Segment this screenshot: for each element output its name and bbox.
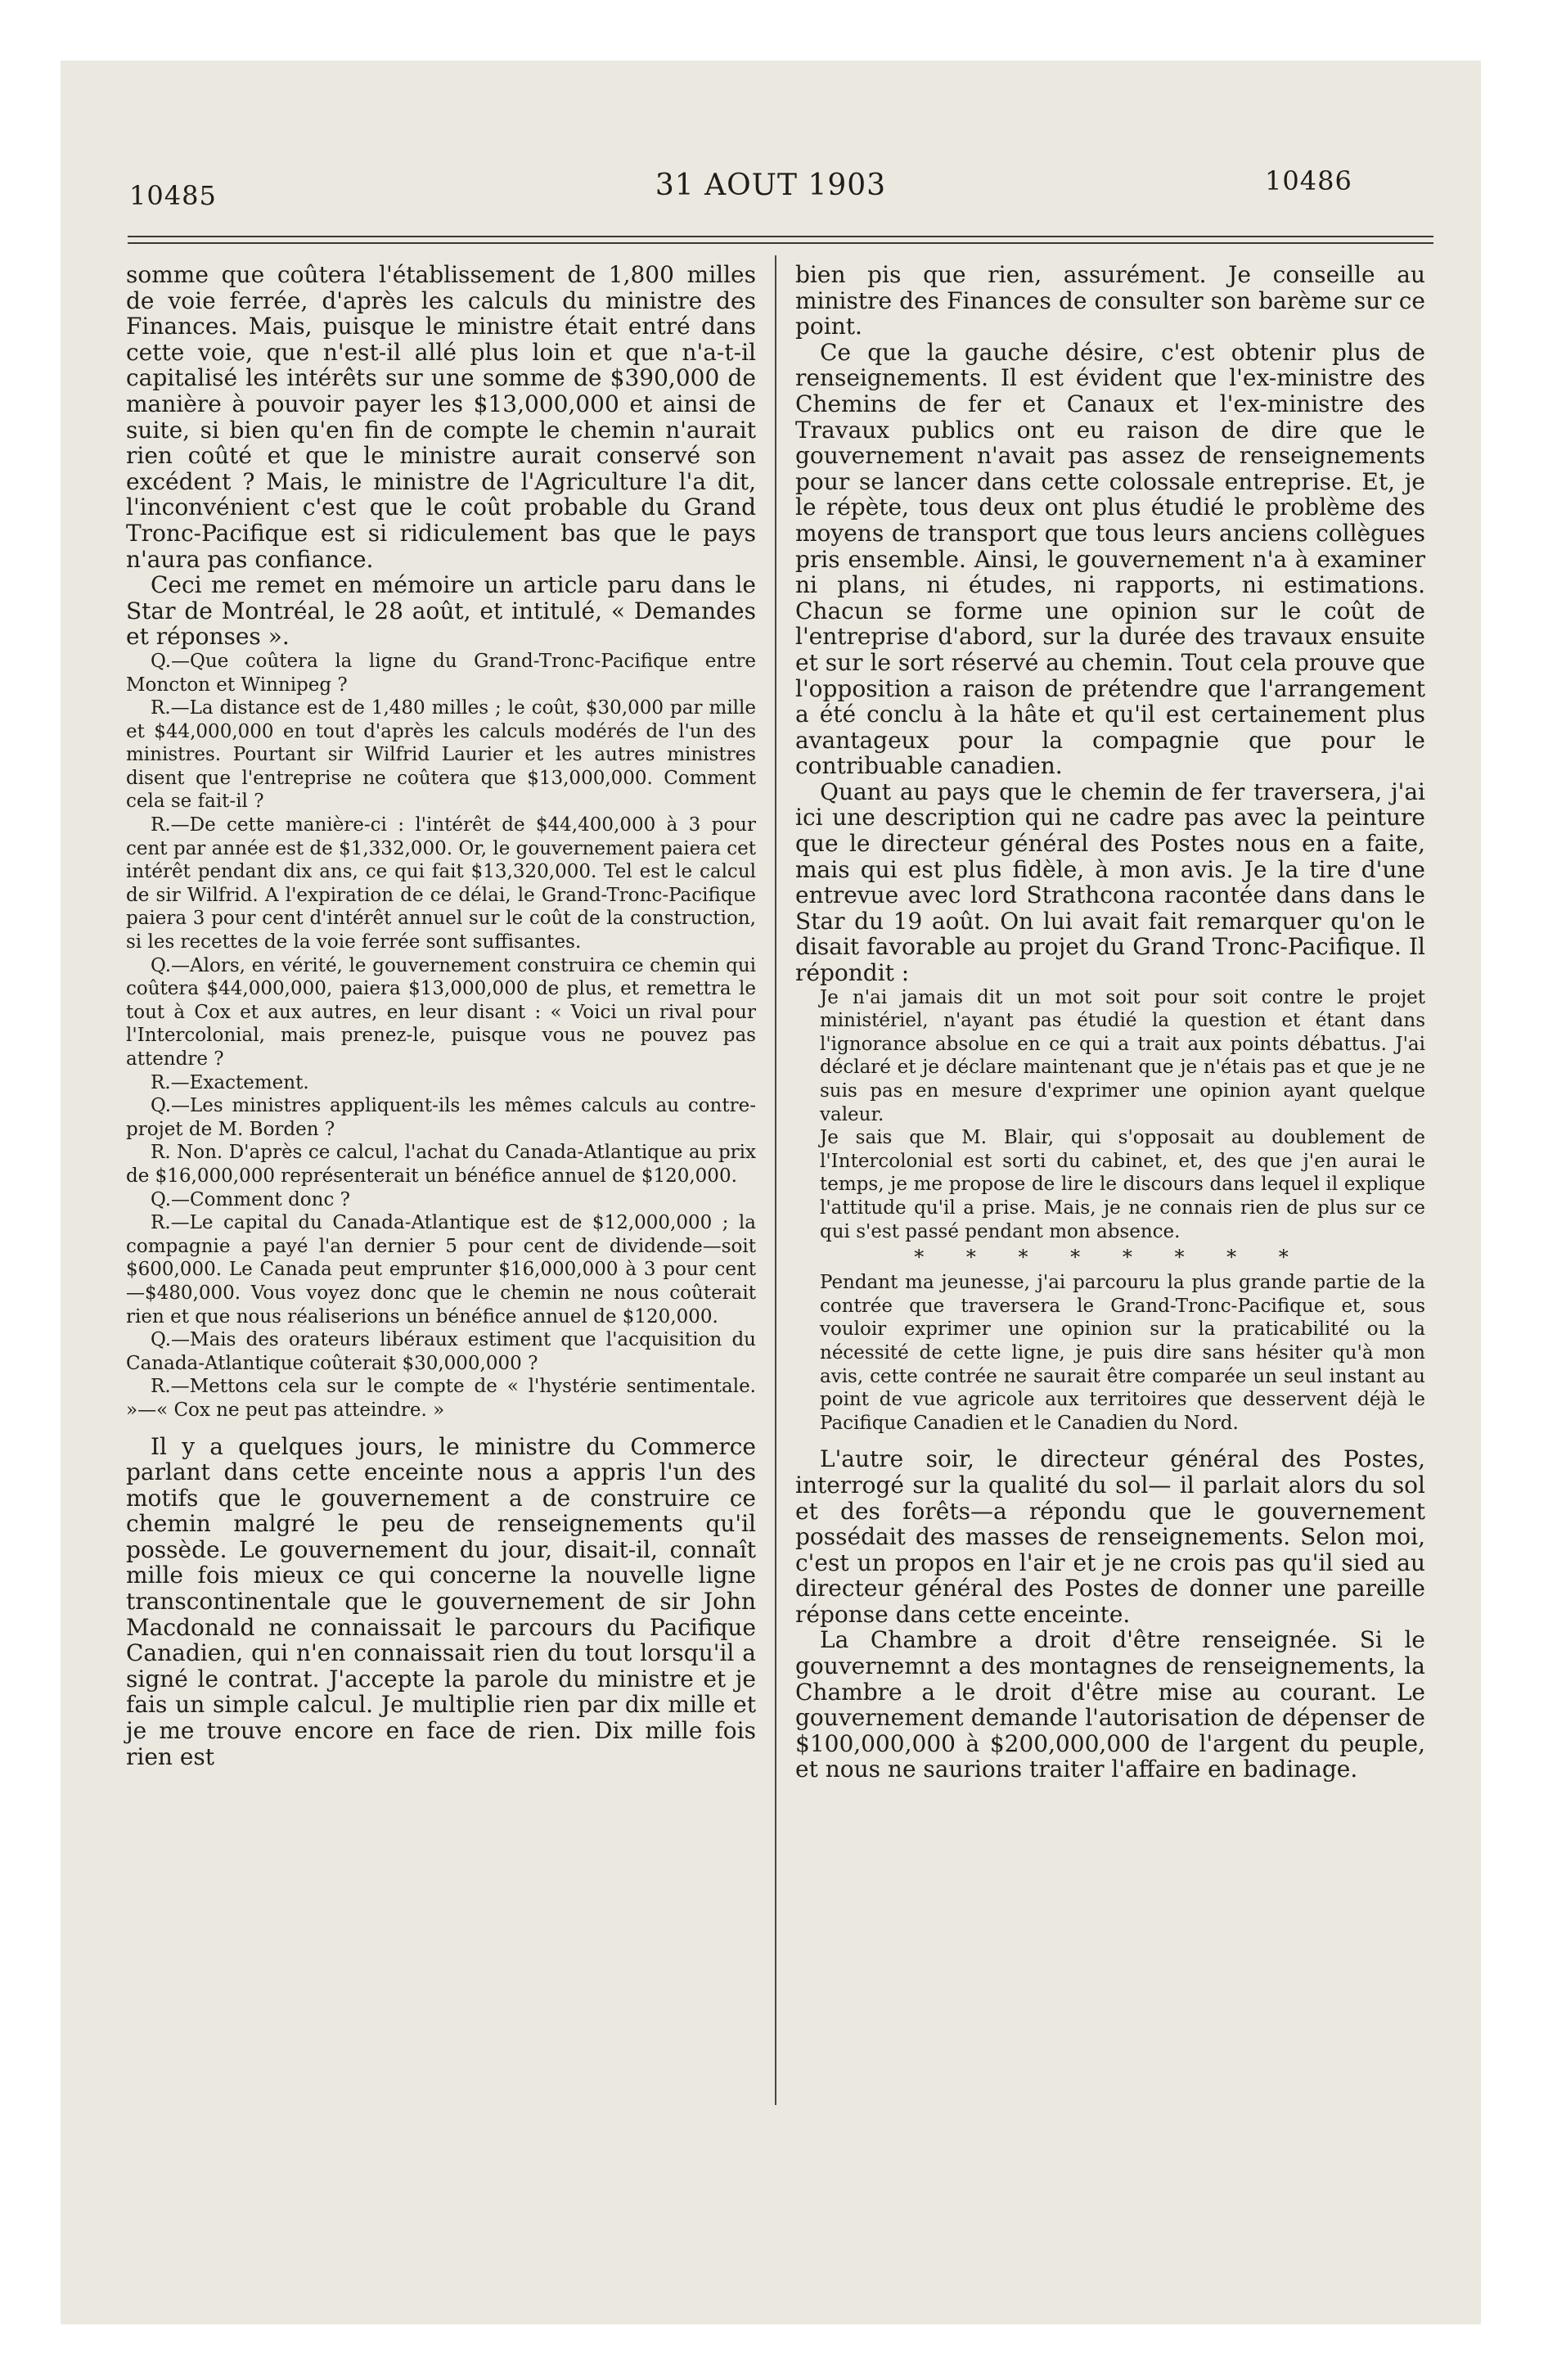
paragraph: Q.—Mais des orateurs libéraux estiment que l'acquisition du Canada-Atlantique coûterait $30,000,000 ? [126, 1329, 756, 1374]
paragraph: R. Non. D'après ce calcul, l'achat du Canada-Atlantique au prix de $16,000,000 représenterait un bénéfice annuel de $120,000. [126, 1142, 756, 1187]
asterisk-separator: * * * * * * * * [914, 1246, 1307, 1269]
paragraph: somme que coûtera l'établissement de 1,800 milles de voie ferrée, d'après les calculs du ministre des Finances. Mais, puisque le ministre était entré dans cette voie, que n'est-il allé plus loin et que n'a-t-il capitalisé les intérêts sur une somme de $390,000 de manière à pouvoir payer les $13,000,000 et ainsi de suite, si bien qu'en fin de compte le chemin n'aurait rien coûté et que le ministre aurait conservé son excédent ? Mais, le ministre de l'Agriculture l'a dit, l'inconvénient c'est que le coût probable du Grand Tronc-Pacifique est si ridiculement bas que le pays n'aura pas confiance. [126, 261, 756, 573]
right-page-number: 10486 [1265, 165, 1352, 196]
paragraph: R.—Exactement. [151, 1071, 309, 1093]
column-divider [775, 255, 776, 2105]
left-page-number: 10485 [129, 180, 217, 211]
paragraph: Q.—Que coûtera la ligne du Grand-Tronc-Pacifique entre Moncton et Winnipeg ? [126, 650, 756, 696]
page-date: 31 AOUT 1903 [655, 169, 887, 202]
paragraph: R.—Le capital du Canada-Atlantique est de $12,000,000 ; la compagnie a payé l'an dernier 5 pour cent de dividende—soit $600,000. Le Canada peut emprunter $16,000,000 à 3 pour cent—$480,000. Vous voyez donc que le chemin ne nous coûterait rien et que nous réaliserions un bénéfice annuel de $120,000. [126, 1212, 756, 1327]
header-rule-top [128, 236, 1433, 237]
header-rule-bottom [128, 242, 1433, 244]
paragraph: Q.—Les ministres appliquent-ils les mêmes calculs au contre-projet de M. Borden ? [126, 1095, 756, 1140]
quoted-paragraph: Je n'ai jamais dit un mot soit pour soit contre le projet ministériel, n'ayant pas étudié la question et étant dans l'ignorance absolue en ce qui a trait aux points débattus. J'ai déclaré et je déclare maintenant que je n'étais pas et que je ne suis pas en mesure d'exprimer une opinion ayant quelque valeur. [820, 986, 1425, 1125]
paragraph: R.—Mettons cela sur le compte de « l'hystérie sentimentale. »—« Cox ne peut pas atteindre. » [126, 1376, 756, 1421]
paragraph: L'autre soir, le directeur général des Postes, interrogé sur la qualité du sol— il parlait alors du sol et des forêts—a répondu que le gouvernement possédait des masses de renseignements. Selon moi, c'est un propos en l'air et je ne crois pas qu'il sied au directeur général des Postes de donner une pareille réponse dans cette enceinte. [795, 1445, 1425, 1628]
paragraph: Ceci me remet en mémoire un article paru dans le Star de Montréal, le 28 août, et intitulé, « Demandes et réponses ». [126, 571, 756, 651]
paragraph: Quant au pays que le chemin de fer traversera, j'ai ici une description qui ne cadre pas avec la peinture que le directeur général des Postes nous en a faite, mais qui est plus fidèle, à mon avis. Je la tire d'une entrevue avec lord Strathcona racontée dans dans le Star du 19 août. On lui avait fait remarquer qu'on le disait favorable au projet du Grand Tronc-Pacifique. Il répondit : [795, 778, 1425, 987]
paragraph: La Chambre a droit d'être renseignée. Si le gouvernemnt a des montagnes de renseignements, la Chambre a le droit d'être mise au courant. Le gouvernement demande l'autorisation de dépenser de $100,000,000 à $200,000,000 de l'argent du peuple, et nous ne saurions traiter l'affaire en badinage. [795, 1626, 1425, 1783]
paragraph: R.—La distance est de 1,480 milles ; le coût, $30,000 par mille et $44,000,000 en tout d'après les calculs modérés de l'un des ministres. Pourtant sir Wilfrid Laurier et les autres ministres disent que l'entreprise ne coûtera que $13,000,000. Comment cela se fait-il ? [126, 697, 756, 813]
quoted-paragraph: Je sais que M. Blair, qui s'opposait au doublement de l'Intercolonial est sorti du cabinet, et, des que j'en aurai le temps, je me propose de lire le discours dans lequel il explique l'attitude qu'il a prise. Mais, je ne connais rien de plus sur ce qui s'est passé pendant mon absence. [820, 1127, 1425, 1242]
document-page [61, 61, 1481, 2324]
paragraph: Q.—Comment donc ? [151, 1188, 350, 1210]
paragraph: Q.—Alors, en vérité, le gouvernement construira ce chemin qui coûtera $44,000,000, paiera $13,000,000 de plus, et remettra le tout à Cox et aux autres, en leur disant : « Voici un rival pour l'Intercolonial, mais prenez-le, puisque vous ne pouvez pas attendre ? [126, 954, 756, 1070]
right-column [795, 262, 1425, 1783]
paragraph: Ce que la gauche désire, c'est obtenir plus de renseignements. Il est évident que l'ex-ministre des Chemins de fer et Canaux et l'ex-ministre des Travaux publics ont eu raison de dire que le gouvernement n'avait pas assez de renseignements pour se lancer dans cette colossale entreprise. Et, je le répète, tous deux ont plus étudié le problème des moyens de transport que tous leurs anciens collègues pris ensemble. Ainsi, le gouvernement n'a à examiner ni plans, ni études, ni rapports, ni estimations. Chacun se forme une opinion sur le coût de l'entreprise d'abord, sur la durée des travaux ensuite et sur le sort réservé au chemin. Tout cela prouve que l'opposition a raison de prétendre que l'arrangement a été conclu à la hâte et qu'il est certainement plus avantageux pour la compagnie que pour le contribuable canadien. [795, 338, 1425, 780]
paragraph: bien pis que rien, assurément. Je conseille au ministre des Finances de consulter son barème sur ce point. [795, 261, 1425, 340]
paragraph: R.—De cette manière-ci : l'intérêt de $44,400,000 à 3 pour cent par année est de $1,332,000. Or, le gouvernement paiera cet intérêt pendant dix ans, ce qui fait $13,320,000. Tel est le calcul de sir Wilfrid. A l'expiration de ce délai, le Grand-Tronc-Pacifique paiera 3 pour cent d'intérêt annuel sur le coût de la construction, si les recettes de la voie ferrée sont suffisantes. [126, 814, 756, 953]
quoted-paragraph: Pendant ma jeunesse, j'ai parcouru la plus grande partie de la contrée que traversera le Grand-Tronc-Pacifique et, sous vouloir exprimer une opinion sur la praticabilité ou la nécessité de cette ligne, je puis dire sans hésiter qu'à mon avis, cette contrée ne saurait être comparée un seul instant au point de vue agricole aux territoires que desservent déjà le Pacifique Canadien et le Canadien du Nord. [820, 1272, 1425, 1434]
paragraph: Il y a quelques jours, le ministre du Commerce parlant dans cette enceinte nous a appris l'un des motifs que le gouvernement a de construire ce chemin malgré le peu de renseignements qu'il possède. Le gouvernement du jour, disait-il, connaît mille fois mieux ce qui concerne la nouvelle ligne transcontinentale que le gouvernement de sir John Macdonald ne connaissait le parcours du Pacifique Canadien, qui n'en connaissait rien du tout lorsqu'il a signé le contrat. J'accepte la parole du ministre et je fais un simple calcul. Je multiplie rien par dix mille et je me trouve encore en face de rien. Dix mille fois rien est [126, 1432, 756, 1770]
left-column [126, 262, 756, 1769]
